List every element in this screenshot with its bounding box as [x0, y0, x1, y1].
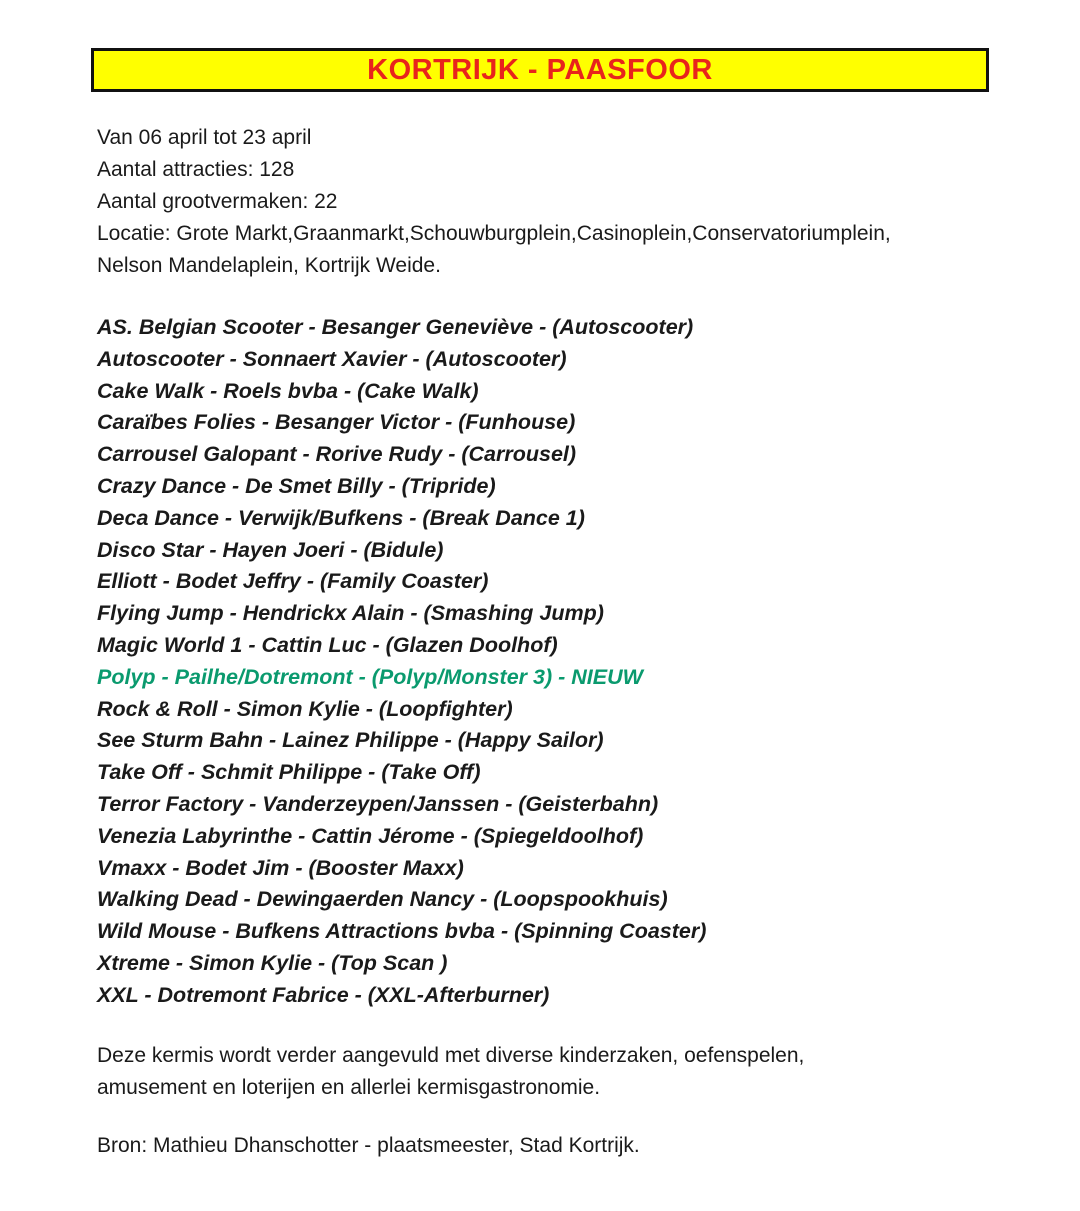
- attraction-row: Walking Dead - Dewingaerden Nancy - (Loopspookhuis): [97, 887, 668, 912]
- attraction-row: Deca Dance - Verwijk/Bufkens - (Break Dance 1): [97, 505, 585, 530]
- attraction-row: See Sturm Bahn - Lainez Philippe - (Happy Sailor): [97, 728, 604, 753]
- attraction-row: AS. Belgian Scooter - Besanger Geneviève - (Autoscooter): [97, 315, 694, 339]
- attraction-row: XXL - Dotremont Fabrice - (XXL-Afterburner): [97, 982, 550, 1007]
- attraction-row: Elliott - Bodet Jeffry - (Family Coaster): [97, 569, 489, 594]
- event-dates: Van 06 april tot 23 april: [97, 126, 312, 149]
- page-title: KORTRIJK - PAASFOOR: [367, 53, 713, 86]
- footer-note-line-1: Deze kermis wordt verder aangevuld met diverse kinderzaken, oefenspelen,: [97, 1044, 805, 1067]
- attraction-row: Autoscooter - Sonnaert Xavier - (Autoscooter): [97, 346, 567, 371]
- source-credit: Bron: Mathieu Dhanschotter - plaatsmeester, Stad Kortrijk.: [97, 1134, 640, 1157]
- attraction-row: Vmaxx - Bodet Jim - (Booster Maxx): [97, 855, 464, 880]
- attraction-row: Venezia Labyrinthe - Cattin Jérome - (Spiegeldoolhof): [97, 823, 644, 848]
- title-banner: [91, 48, 989, 92]
- location-line-1: Locatie: Grote Markt,Graanmarkt,Schouwburgplein,Casinoplein,Conservatoriumplein,: [97, 222, 891, 245]
- attraction-row: Take Off - Schmit Philippe - (Take Off): [97, 760, 481, 785]
- footer: [97, 1040, 997, 1162]
- attraction-row: Wild Mouse - Bufkens Attractions bvba - (Spinning Coaster): [97, 919, 707, 944]
- event-info: [97, 122, 997, 282]
- big-rides-count: Aantal grootvermaken: 22: [97, 190, 338, 213]
- attractions-list: [97, 312, 997, 1012]
- attractions-count: Aantal attracties: 128: [97, 158, 295, 181]
- attraction-row: Caraïbes Folies - Besanger Victor - (Funhouse): [97, 410, 576, 435]
- attraction-row: Cake Walk - Roels bvba - (Cake Walk): [97, 378, 479, 403]
- location-line-2: Nelson Mandelaplein, Kortrijk Weide.: [97, 254, 441, 277]
- attraction-row: Crazy Dance - De Smet Billy - (Tripride): [97, 473, 496, 498]
- attraction-row: Rock & Roll - Simon Kylie - (Loopfighter): [97, 696, 513, 721]
- footer-note-line-2: amusement en loterijen en allerlei kermisgastronomie.: [97, 1076, 601, 1099]
- attraction-row: Flying Jump - Hendrickx Alain - (Smashing Jump): [97, 601, 604, 626]
- attraction-row: Terror Factory - Vanderzeypen/Janssen - (Geisterbahn): [97, 791, 659, 816]
- attraction-row: Magic World 1 - Cattin Luc - (Glazen Doolhof): [97, 632, 558, 657]
- attraction-row: Xtreme - Simon Kylie - (Top Scan ): [97, 950, 448, 975]
- attraction-row-new: Polyp - Pailhe/Dotremont - (Polyp/Monster 3) - NIEUW: [97, 664, 643, 689]
- attraction-row: Carrousel Galopant - Rorive Rudy - (Carrousel): [97, 442, 577, 467]
- attraction-row: Disco Star - Hayen Joeri - (Bidule): [97, 537, 444, 562]
